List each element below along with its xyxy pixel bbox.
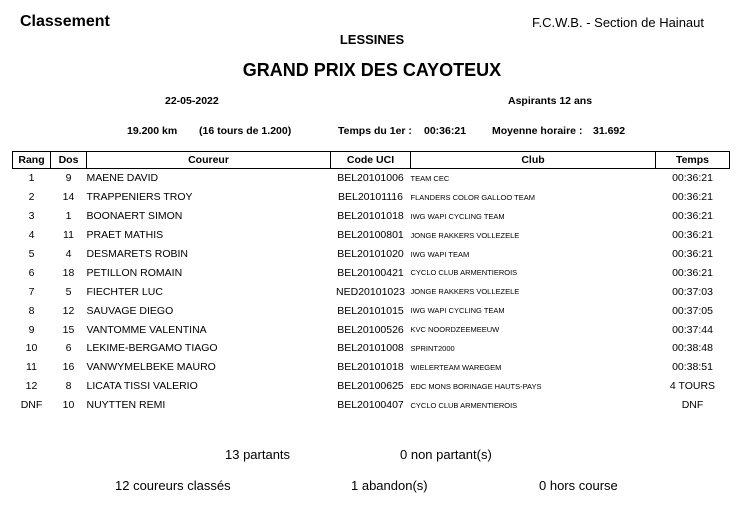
cell-dos: 4 xyxy=(65,248,72,260)
cell-code-uci: BEL20100801 xyxy=(337,229,404,242)
cell-club: SPRINT2000 xyxy=(410,343,455,353)
cell-dos: 9 xyxy=(65,172,72,185)
table-row xyxy=(13,358,730,377)
col-temps-header: Temps xyxy=(656,152,730,169)
table-row xyxy=(13,396,730,415)
cell-club: CYCLO CLUB ARMENTIEROIS xyxy=(410,268,518,278)
cell-rang: 8 xyxy=(28,304,35,317)
summary-abandons: 1 abandon(s) xyxy=(351,478,428,493)
table-header-row xyxy=(13,152,730,169)
cell-club: JONGE RAKKERS VOLLEZELE xyxy=(410,287,520,297)
cell-club: JONGE RAKKERS VOLLEZELE xyxy=(410,230,520,240)
cell-rang: 5 xyxy=(28,248,35,260)
cell-rang: 9 xyxy=(28,323,35,336)
first-time-value: 00:36:21 xyxy=(424,125,467,137)
race-laps: (16 tours de 1.200) xyxy=(199,125,292,137)
cell-rang: 1 xyxy=(28,172,35,185)
cell-coureur: NUYTTEN REMI xyxy=(86,399,166,412)
cell-coureur: VANWYMELBEKE MAURO xyxy=(86,361,216,374)
cell-temps: 00:36:21 xyxy=(672,229,713,242)
cell-dos: 11 xyxy=(63,229,74,242)
cell-dos: 15 xyxy=(62,323,75,336)
cell-temps: 00:36:21 xyxy=(672,248,713,260)
cell-coureur: SAUVAGE DIEGO xyxy=(86,304,174,317)
cell-club: EDC MONS BORINAGE HAUTS-PAYS xyxy=(410,381,542,391)
cell-temps: 00:36:21 xyxy=(672,210,713,223)
cell-temps: 4 TOURS xyxy=(669,380,716,393)
table-row xyxy=(13,377,730,396)
cell-club: IWG WAPI TEAM xyxy=(410,249,470,259)
cell-rang: 12 xyxy=(25,380,38,393)
cell-rang: 4 xyxy=(28,229,35,242)
first-time-label: Temps du 1er : xyxy=(338,125,412,137)
cell-coureur: MAENE DAVID xyxy=(86,172,159,185)
cell-temps: 00:37:05 xyxy=(672,304,713,317)
cell-code-uci: BEL20100526 xyxy=(337,323,404,336)
cell-code-uci: BEL20101015 xyxy=(337,304,404,317)
cell-code-uci: BEL20100407 xyxy=(337,399,404,412)
results-body xyxy=(13,169,730,415)
cell-temps: 00:36:21 xyxy=(672,172,713,185)
cell-code-uci: BEL20101018 xyxy=(337,361,404,374)
cell-temps: 00:37:44 xyxy=(672,323,713,336)
cell-temps: 00:36:21 xyxy=(672,266,713,279)
cell-coureur: VANTOMME VALENTINA xyxy=(86,323,207,336)
page-title: Classement xyxy=(20,13,110,30)
cell-temps: 00:37:03 xyxy=(672,285,713,298)
col-code-header: Code UCI xyxy=(331,152,411,169)
cell-coureur: TRAPPENIERS TROY xyxy=(86,191,193,204)
cell-rang: 3 xyxy=(28,210,35,223)
table-row xyxy=(13,226,730,245)
summary-non-partants: 0 non partant(s) xyxy=(400,447,492,462)
cell-coureur: BOONAERT SIMON xyxy=(86,210,183,223)
table-row xyxy=(13,263,730,282)
table-row xyxy=(13,245,730,264)
cell-temps: 00:38:51 xyxy=(672,361,713,374)
cell-dos: 12 xyxy=(62,304,75,317)
cell-temps: 00:38:48 xyxy=(672,342,713,355)
cell-code-uci: BEL20101006 xyxy=(337,172,404,185)
cell-temps: 00:36:21 xyxy=(672,191,713,204)
cell-club: KVC NOORDZEEMEEUW xyxy=(410,325,500,335)
cell-code-uci: BEL20100421 xyxy=(337,266,404,279)
cell-coureur: FIECHTER LUC xyxy=(86,285,163,298)
cell-coureur: LEKIME-BERGAMO TIAGO xyxy=(86,342,218,355)
cell-code-uci: NED20101023 xyxy=(336,285,405,298)
cell-coureur: PETILLON ROMAIN xyxy=(86,266,183,279)
table-row xyxy=(13,339,730,358)
cell-dos: 10 xyxy=(62,399,75,412)
cell-club: IWG WAPI CYCLING TEAM xyxy=(410,211,505,221)
col-club-header: Club xyxy=(411,152,656,169)
table-row xyxy=(13,320,730,339)
cell-dos: 5 xyxy=(65,285,72,298)
cell-rang: 2 xyxy=(28,191,35,204)
cell-dos: 1 xyxy=(65,210,72,223)
cell-rang: 10 xyxy=(25,342,38,355)
cell-dos: 8 xyxy=(65,380,72,393)
summary-classes: 12 coureurs classés xyxy=(115,478,231,493)
cell-club: WIELERTEAM WAREGEM xyxy=(410,362,502,372)
table-row xyxy=(13,188,730,207)
race-name: GRAND PRIX DES CAYOTEUX xyxy=(242,60,502,80)
cell-coureur: LICATA TISSI VALERIO xyxy=(86,380,198,393)
cell-code-uci: BEL20100625 xyxy=(337,380,404,393)
cell-club: FLANDERS COLOR GALLOO TEAM xyxy=(410,192,535,202)
col-coureur-header: Coureur xyxy=(87,152,331,169)
table-row xyxy=(13,282,730,301)
cell-dos: 18 xyxy=(62,266,75,279)
col-dos-header: Dos xyxy=(51,152,87,169)
cell-rang: DNF xyxy=(20,399,43,412)
table-row xyxy=(13,301,730,320)
summary-hors-course: 0 hors course xyxy=(539,478,618,493)
race-distance: 19.200 km xyxy=(127,125,178,137)
cell-coureur: DESMARETS ROBIN xyxy=(86,248,189,260)
cell-coureur: PRAET MATHIS xyxy=(86,229,164,242)
cell-dos: 6 xyxy=(65,342,72,355)
cell-club: TEAM CEC xyxy=(410,173,450,183)
avg-speed-value: 31.692 xyxy=(593,125,626,137)
cell-code-uci: BEL20101008 xyxy=(337,342,404,355)
cell-temps: DNF xyxy=(681,399,704,412)
cell-rang: 6 xyxy=(28,266,35,279)
cell-code-uci: BEL20101018 xyxy=(337,210,404,223)
cell-code-uci: BEL20101020 xyxy=(337,248,404,260)
cell-rang: 7 xyxy=(28,285,35,298)
cell-club: CYCLO CLUB ARMENTIEROIS xyxy=(410,400,518,410)
race-date: 22-05-2022 xyxy=(165,95,219,107)
avg-speed-label: Moyenne horaire : xyxy=(492,125,583,137)
col-rang-header: Rang xyxy=(13,152,51,169)
summary-partants: 13 partants xyxy=(225,447,291,462)
cell-dos: 14 xyxy=(62,191,75,204)
cell-dos: 16 xyxy=(62,361,75,374)
table-row xyxy=(13,207,730,226)
cell-rang: 11 xyxy=(26,361,37,374)
cell-club: IWG WAPI CYCLING TEAM xyxy=(410,306,505,316)
cell-code-uci: BEL20101116 xyxy=(337,191,403,204)
race-city: LESSINES xyxy=(339,32,405,47)
results-table xyxy=(12,151,730,415)
race-category: Aspirants 12 ans xyxy=(508,95,593,107)
federation-label: F.C.W.B. - Section de Hainaut xyxy=(532,15,704,30)
table-row xyxy=(13,169,730,188)
